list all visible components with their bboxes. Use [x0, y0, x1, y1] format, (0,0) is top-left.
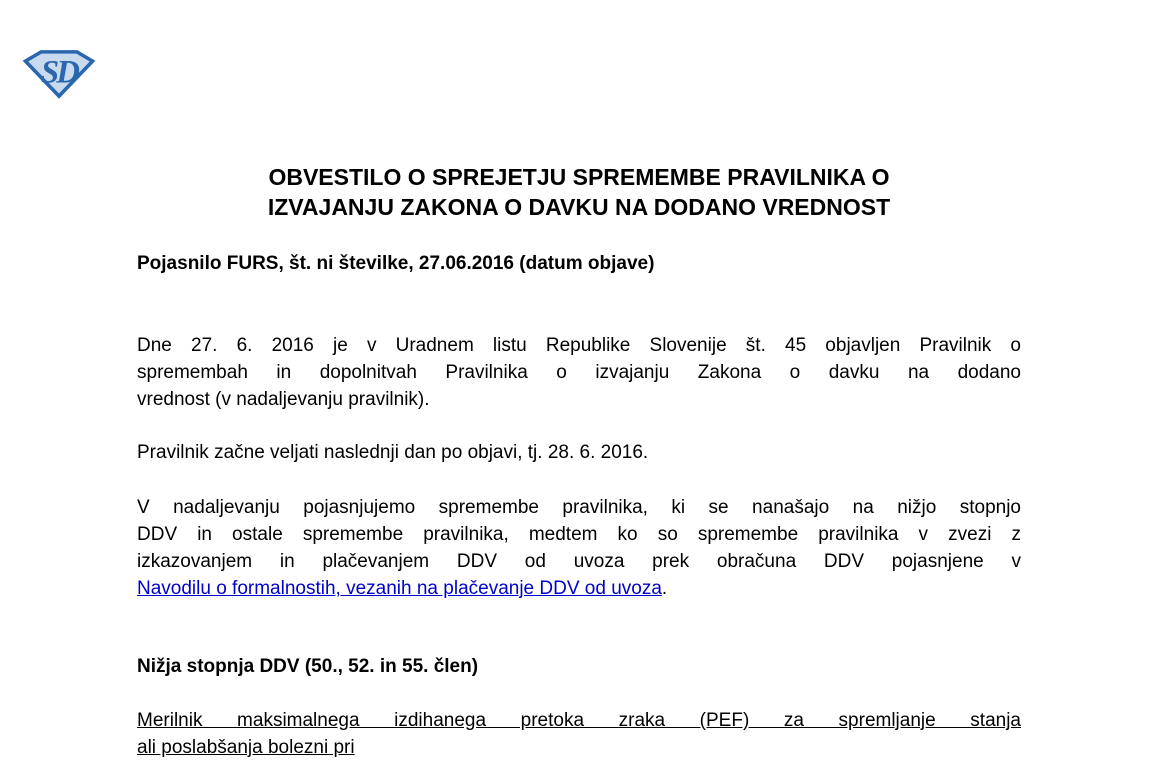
document-subtitle: Pojasnilo FURS, št. ni številke, 27.06.2016 (datum objave)	[137, 253, 655, 274]
paragraph-explanation-line-2: DDV in ostale spremembe pravilnika, medtem ko so spremembe pravilnika v zvezi z	[137, 524, 1021, 545]
paragraph-publication	[137, 332, 1021, 413]
link-suffix-period: .	[661, 578, 668, 599]
paragraph-explanation-line-3: izkazovanjem in plačevanjem DDV od uvoza prek obračuna DDV pojasnjene v	[137, 551, 1021, 572]
paragraph-publication-line-1: Dne 27. 6. 2016 je v Uradnem listu Republike Slovenije št. 45 objavljen Pravilnik o	[137, 335, 1021, 356]
paragraph-pef-line-1: Merilnik maksimalnega izdihanega pretoka zraka (PEF) za spremljanje stanja	[137, 710, 1021, 731]
title-line-1: OBVESTILO O SPREJETJU SPREMEMBE PRAVILNIKA O	[268, 164, 890, 190]
paragraph-validity: Pravilnik začne veljati naslednji dan po objavi, tj. 28. 6. 2016.	[137, 442, 649, 463]
title-line-2: IZVAJANJU ZAKONA O DAVKU NA DODANO VREDNOST	[267, 194, 891, 220]
logo-letters-text: SD	[40, 54, 78, 91]
sd-logo	[22, 49, 96, 99]
navodilo-ddv-uvoz-link[interactable]: Navodilu o formalnostih, vezanih na plačevanje DDV od uvoza	[137, 578, 662, 599]
paragraph-explanation	[137, 494, 1021, 602]
paragraph-explanation-line-1: V nadaljevanju pojasnjujemo spremembe pravilnika, ki se nanašajo na nižjo stopnjo	[137, 497, 1021, 518]
paragraph-publication-line-2: spremembah in dopolnitvah Pravilnika o izvajanju Zakona o davku na dodano	[137, 362, 1021, 383]
section-heading-nizja-stopnja: Nižja stopnja DDV (50., 52. in 55. člen)	[137, 656, 479, 677]
paragraph-pef-line-2-clipped: ali poslabšanja bolezni pri	[137, 737, 355, 758]
paragraph-explanation-line-4	[137, 575, 1021, 602]
paragraph-publication-line-3: vrednost (v nadaljevanju pravilnik).	[137, 389, 430, 410]
paragraph-pef-meter	[137, 707, 1021, 761]
document-title	[137, 162, 1021, 222]
